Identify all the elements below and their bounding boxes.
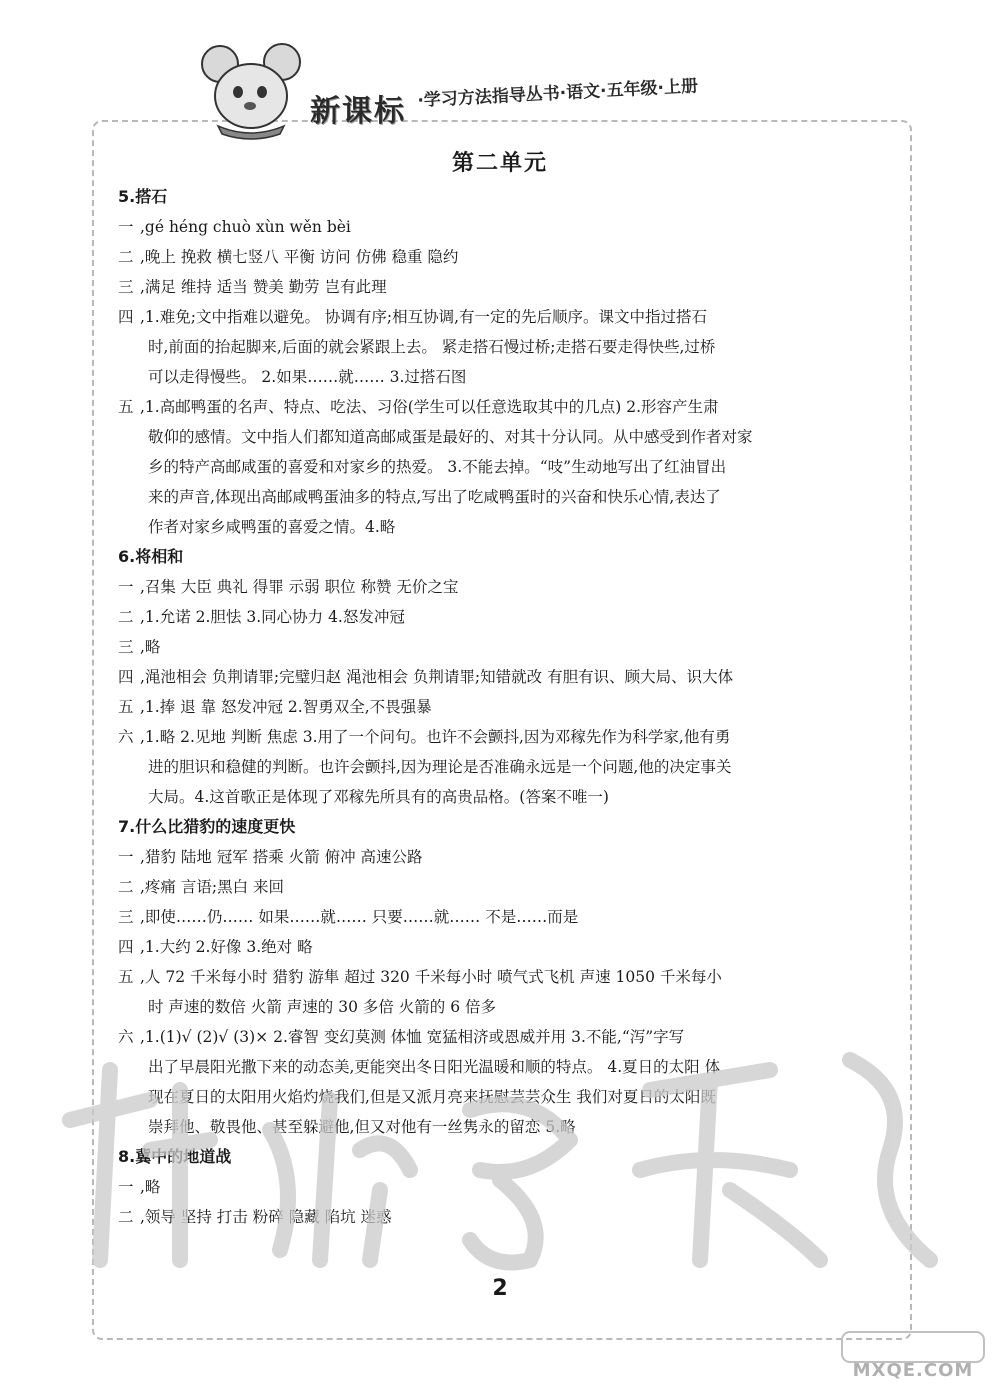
item-number [118, 512, 140, 542]
answer-text: 出了早晨阳光撒下来的动态美,更能突出冬日阳光温暖和顺的特点。 4.夏日的太阳 体 [148, 1058, 721, 1076]
answer-line [118, 212, 888, 242]
answer-text: ,略 [140, 1178, 161, 1196]
answer-line [118, 1202, 888, 1232]
item-number [118, 422, 140, 452]
page-number: 2 [492, 1276, 508, 1301]
answer-text: 大局。4.这首歌正是体现了邓稼先所具有的高贵品格。(答案不唯一) [148, 788, 609, 806]
lesson-title: 8.冀中的地道战 [118, 1147, 232, 1166]
answer-text: ,1.捧 退 靠 怒发冲冠 2.智勇双全,不畏强暴 [140, 698, 432, 716]
answer-text: ,即使……仍…… 如果……就…… 只要……就…… 不是……而是 [140, 908, 579, 926]
answer-text: ,1.允诺 2.胆怯 3.同心协力 4.怒发冲冠 [140, 608, 405, 626]
answer-text: ,领导 坚持 打击 粉碎 隐藏 陷坑 迷惑 [140, 1208, 392, 1226]
answer-text: ,晚上 挽救 横七竖八 平衡 访问 仿佛 稳重 隐约 [140, 248, 459, 266]
item-number: 六 [118, 728, 134, 746]
answer-text: 作者对家乡咸鸭蛋的喜爱之情。4.略 [148, 518, 396, 536]
item-number: 二 [118, 1208, 134, 1226]
corner-url: MXQE.COM [852, 1360, 974, 1381]
header-brand: 新课标 [310, 94, 406, 129]
item-number [118, 362, 140, 392]
answer-text: ,1.高邮鸭蛋的名声、特点、吃法、习俗(学生可以任意选取其中的几点) 2.形容产生肃 [140, 398, 719, 416]
answer-line [118, 1082, 888, 1112]
answer-line [118, 302, 888, 332]
answer-text: ,满足 维持 适当 赞美 勤劳 岂有此理 [140, 278, 387, 296]
answer-line [118, 242, 888, 272]
answer-line [118, 1112, 888, 1142]
answer-line [118, 842, 888, 872]
answer-line [118, 962, 888, 992]
answer-line [118, 272, 888, 302]
answer-text: ,人 72 千米每小时 猎豹 游隼 超过 320 千米每小时 喷气式飞机 声速 1050 千米每小 [140, 968, 722, 986]
answer-text: 可以走得慢些。 2.如果……就…… 3.过搭石图 [148, 368, 467, 386]
item-number [118, 782, 140, 812]
item-number: 二 [118, 248, 134, 266]
item-number: 三 [118, 908, 134, 926]
item-number: 一 [118, 578, 134, 596]
answer-line [118, 1172, 888, 1202]
answer-line [118, 902, 888, 932]
answer-text: ,疼痛 言语;黑白 来回 [140, 878, 285, 896]
answer-line [118, 1052, 888, 1082]
answer-text: ,1.(1)√ (2)√ (3)× 2.睿智 变幻莫测 体恤 宽猛相济或恩威并用 3.不能,“泻”字写 [140, 1028, 685, 1046]
item-number [118, 1082, 140, 1112]
item-number: 一 [118, 218, 134, 236]
answer-text: ,gé héng chuò xùn wěn bèi [140, 218, 351, 236]
cartoon-mouse-mascot-icon [196, 40, 306, 140]
answer-text: 时 声速的数倍 火箭 声速的 30 多倍 火箭的 6 倍多 [148, 998, 497, 1016]
item-number: 四 [118, 308, 134, 326]
header-subtitle: ·学习方法指导丛书·语文·五年级·上册 [416, 76, 699, 111]
answer-line [118, 752, 888, 782]
answer-line [118, 452, 888, 482]
answer-text: ,召集 大臣 典礼 得罪 示弱 职位 称赞 无价之宝 [140, 578, 459, 596]
answer-text: 崇拜他、敬畏他、甚至躲避他,但又对他有一丝隽永的留恋 5.略 [148, 1118, 576, 1136]
answer-line [118, 362, 888, 392]
item-number: 二 [118, 878, 134, 896]
answer-text: ,1.略 2.见地 判断 焦虑 3.用了一个问句。也许不会颤抖,因为邓稼先作为科学家,他有勇 [140, 728, 731, 746]
answer-content [118, 182, 888, 1232]
item-number [118, 752, 140, 782]
item-number: 三 [118, 638, 134, 656]
item-number: 一 [118, 1178, 134, 1196]
answer-line [118, 872, 888, 902]
answer-line [118, 572, 888, 602]
lesson-title: 6.将相和 [118, 547, 184, 566]
answer-line [118, 632, 888, 662]
item-number [118, 332, 140, 362]
answer-line [118, 782, 888, 812]
answer-text: 敬仰的感情。文中指人们都知道高邮咸蛋是最好的、对其十分认同。从中感受到作者对家 [148, 428, 753, 446]
answer-text: ,猎豹 陆地 冠军 搭乘 火箭 俯冲 高速公路 [140, 848, 423, 866]
answer-text: ,渑池相会 负荆请罪;完璧归赵 渑池相会 负荆请罪;知错就改 有胆有识、顾大局、识大体 [140, 668, 734, 686]
item-number: 二 [118, 608, 134, 626]
unit-title: 第二单元 [451, 151, 548, 176]
answer-text: ,1.大约 2.好像 3.绝对 略 [140, 938, 313, 956]
answer-line [118, 602, 888, 632]
answer-text: 来的声音,体现出高邮咸鸭蛋油多的特点,写出了吃咸鸭蛋时的兴奋和快乐心情,表达了 [148, 488, 721, 506]
answer-line [118, 932, 888, 962]
answer-text: ,1.难免;文中指难以避免。 协调有序;相互协调,有一定的先后顺序。课文中指过搭石 [140, 308, 708, 326]
answer-text: ,略 [140, 638, 161, 656]
item-number [118, 452, 140, 482]
item-number [118, 1112, 140, 1142]
answer-text: 乡的特产高邮咸蛋的喜爱和对家乡的热爱。 3.不能去掉。“吱”生动地写出了红油冒出 [148, 458, 727, 476]
answer-line [118, 482, 888, 512]
item-number: 一 [118, 848, 134, 866]
answer-text: 时,前面的抬起脚来,后面的就会紧跟上去。 紧走搭石慢过桥;走搭石要走得快些,过桥 [148, 338, 716, 356]
item-number: 六 [118, 1028, 134, 1046]
answer-text: 进的胆识和稳健的判断。也许会颤抖,因为理论是否准确永远是一个问题,他的决定事关 [148, 758, 732, 776]
item-number [118, 992, 140, 1022]
lesson-title: 5.搭石 [118, 187, 168, 206]
item-number [118, 482, 140, 512]
answer-line [118, 512, 888, 542]
answer-line [118, 1022, 888, 1052]
item-number: 四 [118, 668, 134, 686]
answer-line [118, 662, 888, 692]
answer-line [118, 332, 888, 362]
answer-line [118, 692, 888, 722]
item-number: 五 [118, 698, 134, 716]
answer-line [118, 722, 888, 752]
answer-text: 现在夏日的太阳用火焰灼烧我们,但是又派月亮来抚慰芸芸众生 我们对夏日的太阳既 [148, 1088, 716, 1106]
item-number: 五 [118, 968, 134, 986]
item-number: 四 [118, 938, 134, 956]
answer-line [118, 392, 888, 422]
answer-line [118, 422, 888, 452]
lesson-title: 7.什么比猎豹的速度更快 [118, 817, 296, 836]
item-number: 五 [118, 398, 134, 416]
item-number [118, 1052, 140, 1082]
item-number: 三 [118, 278, 134, 296]
answer-line [118, 992, 888, 1022]
